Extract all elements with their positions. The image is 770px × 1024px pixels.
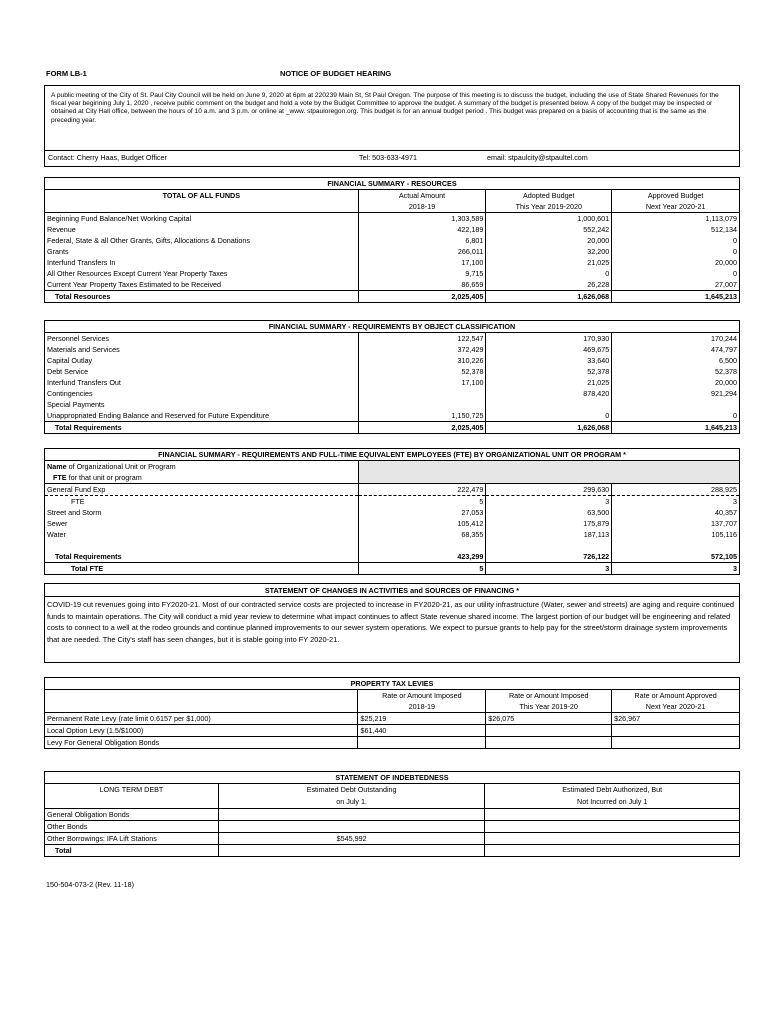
form-footer: 150-504-073-2 (Rev. 11-18) xyxy=(46,880,135,889)
row-value xyxy=(612,737,740,749)
table-row xyxy=(45,809,740,821)
row-value: 3 xyxy=(733,496,737,506)
row-value: $25,219 xyxy=(358,713,486,725)
table-row xyxy=(45,213,740,225)
row-value: 170,244 xyxy=(711,333,737,343)
levies-col3a: Rate or Amount Approved xyxy=(634,690,717,700)
table-row xyxy=(45,410,740,422)
row-value: 17,100 xyxy=(358,257,486,268)
row-value: 310,226 xyxy=(358,355,486,366)
row-value: 512,134 xyxy=(711,224,737,234)
row-value xyxy=(358,737,486,749)
row-label: Other Bonds xyxy=(45,821,219,833)
row-label: Revenue xyxy=(45,224,359,235)
changes-text: COVID-19 cut revenues going into FY2020-21. Most of our contracted service costs are projected to increase in FY2020-21, as our utility infrastructure (Water, sewer and streets) are aging and require continued funds to maintain operations. The City will conduct a mid year review to determine what impact continues to affect State revenue shared income. The largest portion of our budget will be engineering and related costs to connect to a well at the rodeo grounds and continue planned improvements to our sewer system operations. We expect to pursue grants to help pay for the street/storm drainage system improvements that are needed. The City's staff has seen changes, but it is stable going into FY 2020-21. xyxy=(47,600,734,644)
form-title: NOTICE OF BUDGET HEARING xyxy=(280,69,392,78)
row-value: 878,420 xyxy=(486,388,612,399)
table-row xyxy=(45,845,740,857)
row-value: 52,378 xyxy=(715,366,737,376)
resources-title: FINANCIAL SUMMARY - RESOURCES xyxy=(45,178,740,190)
table-row xyxy=(45,268,740,279)
resources-total-label: Total Resources xyxy=(45,291,359,303)
row-label: FTE xyxy=(45,496,359,508)
row-value: $545,992 xyxy=(218,833,485,845)
debt-col1b: on July 1. xyxy=(218,795,485,809)
fte-name-desc: of Organizational Unit or Program xyxy=(66,461,176,471)
row-value: 27,007 xyxy=(715,279,737,289)
row-value: 552,242 xyxy=(486,224,612,235)
row-value: 52,378 xyxy=(486,366,612,377)
row-label: Levy For General Obligation Bonds xyxy=(45,737,358,749)
row-label: Sewer xyxy=(45,518,359,529)
row-label: Contingencies xyxy=(45,388,359,399)
row-label: Local Option Levy (1.5/$1000) xyxy=(45,725,358,737)
fte-totalfte-adopted: 3 xyxy=(486,563,612,575)
table-row xyxy=(45,821,740,833)
row-label: Street and Storm xyxy=(45,507,359,518)
table-row xyxy=(45,725,740,737)
table-row xyxy=(45,355,740,366)
row-value: 5 xyxy=(358,496,486,508)
resources-col1b: 2018-19 xyxy=(358,201,486,213)
row-value: 3 xyxy=(486,496,612,508)
row-label: Beginning Fund Balance/Net Working Capital xyxy=(45,213,359,225)
row-value: 0 xyxy=(486,410,612,422)
table-row xyxy=(45,235,740,246)
table-row xyxy=(45,279,740,291)
row-value: 222,479 xyxy=(358,484,486,496)
row-value: 288,925 xyxy=(711,484,737,494)
row-label: Total xyxy=(45,845,219,857)
row-value: 17,100 xyxy=(358,377,486,388)
email: email: stpaulcity@stpaultel.com xyxy=(487,153,588,162)
form-id: FORM LB-1 xyxy=(46,69,87,78)
requirements-total-label: Total Requirements xyxy=(45,422,359,434)
row-value: 32,200 xyxy=(486,246,612,257)
table-row xyxy=(45,333,740,345)
resources-col2a: Adopted Budget xyxy=(486,190,612,202)
table-row xyxy=(45,518,740,529)
row-value: 105,116 xyxy=(711,529,737,539)
requirements-total-approved: 1,645,213 xyxy=(705,422,737,432)
debt-col2b: Not Incurred on July 1 xyxy=(577,796,648,806)
row-value: 1,150,725 xyxy=(358,410,486,422)
levies-col1a: Rate or Amount Imposed xyxy=(358,690,486,702)
row-value: 21,025 xyxy=(486,257,612,268)
fte-fte-bold: FTE xyxy=(53,472,67,482)
row-value: 86,659 xyxy=(358,279,486,291)
table-row xyxy=(45,496,740,508)
row-value: 40,357 xyxy=(715,507,737,517)
table-row xyxy=(45,529,740,540)
table-row xyxy=(45,484,740,496)
table-row xyxy=(45,344,740,355)
row-value: 26,228 xyxy=(486,279,612,291)
resources-col3a: Approved Budget xyxy=(647,190,704,200)
row-value: 9,715 xyxy=(358,268,486,279)
row-label: Current Year Property Taxes Estimated to be Received xyxy=(45,279,359,291)
resources-col1a: Actual Amount xyxy=(358,190,486,202)
table-row xyxy=(45,833,740,845)
row-value: $61,440 xyxy=(358,725,486,737)
telephone: Tel: 503-633-4971 xyxy=(359,153,417,162)
row-value: 1,303,589 xyxy=(358,213,486,225)
row-value: 170,930 xyxy=(486,333,612,345)
row-label: Unappropriated Ending Balance and Reserved for Future Expenditure xyxy=(45,410,359,422)
row-value xyxy=(485,809,740,821)
resources-total-adopted: 1,626,068 xyxy=(486,291,612,303)
debt-title: STATEMENT OF INDEBTEDNESS xyxy=(45,772,740,784)
row-value: 137,707 xyxy=(711,518,737,528)
row-label: Debt Service xyxy=(45,366,359,377)
notice-box xyxy=(44,85,740,167)
row-value: 0 xyxy=(733,410,737,420)
row-value: 299,630 xyxy=(486,484,612,496)
resources-total-actual: 2,025,405 xyxy=(358,291,486,303)
row-label: Capital Outlay xyxy=(45,355,359,366)
table-row xyxy=(45,224,740,235)
table-row xyxy=(45,388,740,399)
row-label: Grants xyxy=(45,246,359,257)
row-value: 1,113,079 xyxy=(705,213,737,223)
resources-col0: TOTAL OF ALL FUNDS xyxy=(45,190,359,202)
table-row xyxy=(45,246,740,257)
row-value: 0 xyxy=(733,268,737,278)
row-label: All Other Resources Except Current Year Property Taxes xyxy=(45,268,359,279)
fte-total-adopted: 726,122 xyxy=(486,551,612,563)
row-label: Water xyxy=(45,529,359,540)
row-value: 21,025 xyxy=(486,377,612,388)
fte-totalfte-label: Total FTE xyxy=(45,563,359,575)
resources-table xyxy=(44,177,740,303)
debt-table xyxy=(44,771,740,857)
table-row xyxy=(45,507,740,518)
changes-box xyxy=(44,583,740,663)
resources-total-approved: 1,645,213 xyxy=(705,291,737,301)
row-label: Personnel Services xyxy=(45,333,359,345)
levies-table xyxy=(44,677,740,749)
levies-col2a: Rate or Amount Imposed xyxy=(486,690,612,702)
row-value: 6,500 xyxy=(719,355,737,365)
row-value xyxy=(612,725,740,737)
row-value xyxy=(485,833,740,845)
row-value: 63,500 xyxy=(486,507,612,518)
row-value xyxy=(485,821,740,833)
requirements-title: FINANCIAL SUMMARY - REQUIREMENTS BY OBJECT CLASSIFICATION xyxy=(45,321,740,333)
row-value: 175,879 xyxy=(486,518,612,529)
row-value: 52,378 xyxy=(358,366,486,377)
row-value: 422,189 xyxy=(358,224,486,235)
row-value xyxy=(485,845,740,857)
fte-fte-desc: for that unit or program xyxy=(66,472,142,482)
row-label: Materials and Services xyxy=(45,344,359,355)
row-value xyxy=(358,399,486,410)
row-value: 474,797 xyxy=(711,344,737,354)
row-value: 0 xyxy=(733,246,737,256)
row-value: 0 xyxy=(733,235,737,245)
row-label: General Obligation Bonds xyxy=(45,809,219,821)
row-label: Other Borrowings: IFA Lift Stations xyxy=(45,833,219,845)
row-label: General Fund Exp xyxy=(45,484,359,496)
row-label: Federal, State & all Other Grants, Gifts, Allocations & Donations xyxy=(45,235,359,246)
notice-text: A public meeting of the City of St. Paul City Council will be held on June 9, 2020 at 6pm at 220239 Main St, St Paul Oregon. The purpose of this meeting is to discuss the budget, including the use of State Shared Revenues for the fiscal year beginning July 1, 2020 , receive public comment on the budget and hold a vote by the Budget Committee to approve the budget. A summary of the budget is presented below. A copy of the budget may be inspected or obtained at City Hall office, between the hours of 10 a.m. and 3 p.m. or online at _www. stpauloregon.org. This budget is for an annual budget period . This budget was prepared on a basis of accounting that is the same as the preceding year. xyxy=(51,92,719,124)
table-row xyxy=(45,737,740,749)
requirements-total-actual: 2,025,405 xyxy=(358,422,486,434)
row-value: 122,547 xyxy=(358,333,486,345)
levies-title: PROPERTY TAX LEVIES xyxy=(45,678,740,690)
fte-totalfte-actual: 5 xyxy=(358,563,486,575)
fte-total-actual: 423,299 xyxy=(358,551,486,563)
row-value: 20,000 xyxy=(486,235,612,246)
row-value: 20,000 xyxy=(715,257,737,267)
fte-total-label: Total Requirements xyxy=(45,551,359,563)
debt-col2a: Estimated Debt Authorized, But xyxy=(562,784,663,794)
fte-totalfte-approved: 3 xyxy=(733,563,737,573)
row-value: 0 xyxy=(486,268,612,279)
changes-title: STATEMENT OF CHANGES IN ACTIVITIES and SOURCES OF FINANCING * xyxy=(45,584,739,597)
row-label: Permanent Rate Levy (rate limit 0.6157 per $1,000) xyxy=(45,713,358,725)
row-value xyxy=(612,399,740,410)
row-value xyxy=(486,725,612,737)
row-value xyxy=(218,809,485,821)
row-label: Interfund Transfers In xyxy=(45,257,359,268)
row-label: Interfund Transfers Out xyxy=(45,377,359,388)
fte-title: FINANCIAL SUMMARY - REQUIREMENTS AND FULL-TIME EQUIVALENT EMPLOYEES (FTE) BY ORGANIZATIONAL UNIT OR PROGRAM * xyxy=(45,449,740,461)
resources-col3b: Next Year 2020-21 xyxy=(645,201,706,211)
debt-col1a: Estimated Debt Outstanding xyxy=(218,784,485,796)
levies-col2b: This Year 2019-20 xyxy=(486,701,612,713)
row-value: 20,000 xyxy=(715,377,737,387)
row-value: 187,113 xyxy=(486,529,612,540)
row-value: 33,640 xyxy=(486,355,612,366)
row-value: 266,011 xyxy=(358,246,486,257)
table-row xyxy=(45,713,740,725)
levies-col1b: 2018-19 xyxy=(358,701,486,713)
row-value: 68,355 xyxy=(358,529,486,540)
table-row xyxy=(45,399,740,410)
row-value: 372,429 xyxy=(358,344,486,355)
row-value: $26,075 xyxy=(486,713,612,725)
resources-col2b: This Year 2019-2020 xyxy=(486,201,612,213)
levies-col3b: Next Year 2020-21 xyxy=(645,701,706,711)
row-value xyxy=(486,737,612,749)
contact: Contact: Cherry Haas, Budget Officer xyxy=(48,153,167,162)
row-value: $26,967 xyxy=(612,713,740,725)
row-value xyxy=(218,821,485,833)
debt-col0: LONG TERM DEBT xyxy=(45,784,219,796)
table-row xyxy=(45,377,740,388)
row-value: 105,412 xyxy=(358,518,486,529)
row-value xyxy=(358,388,486,399)
row-label: Special Payments xyxy=(45,399,359,410)
requirements-table xyxy=(44,320,740,434)
table-row xyxy=(45,257,740,268)
fte-total-approved: 572,105 xyxy=(711,551,737,561)
row-value xyxy=(486,399,612,410)
table-row xyxy=(45,366,740,377)
row-value: 6,801 xyxy=(358,235,486,246)
row-value: 1,000,601 xyxy=(486,213,612,225)
row-value: 27,053 xyxy=(358,507,486,518)
fte-name-bold: Name xyxy=(47,461,67,471)
fte-table xyxy=(44,448,740,575)
row-value: 921,294 xyxy=(711,388,737,398)
row-value: 469,675 xyxy=(486,344,612,355)
requirements-total-adopted: 1,626,068 xyxy=(486,422,612,434)
row-value xyxy=(218,845,485,857)
